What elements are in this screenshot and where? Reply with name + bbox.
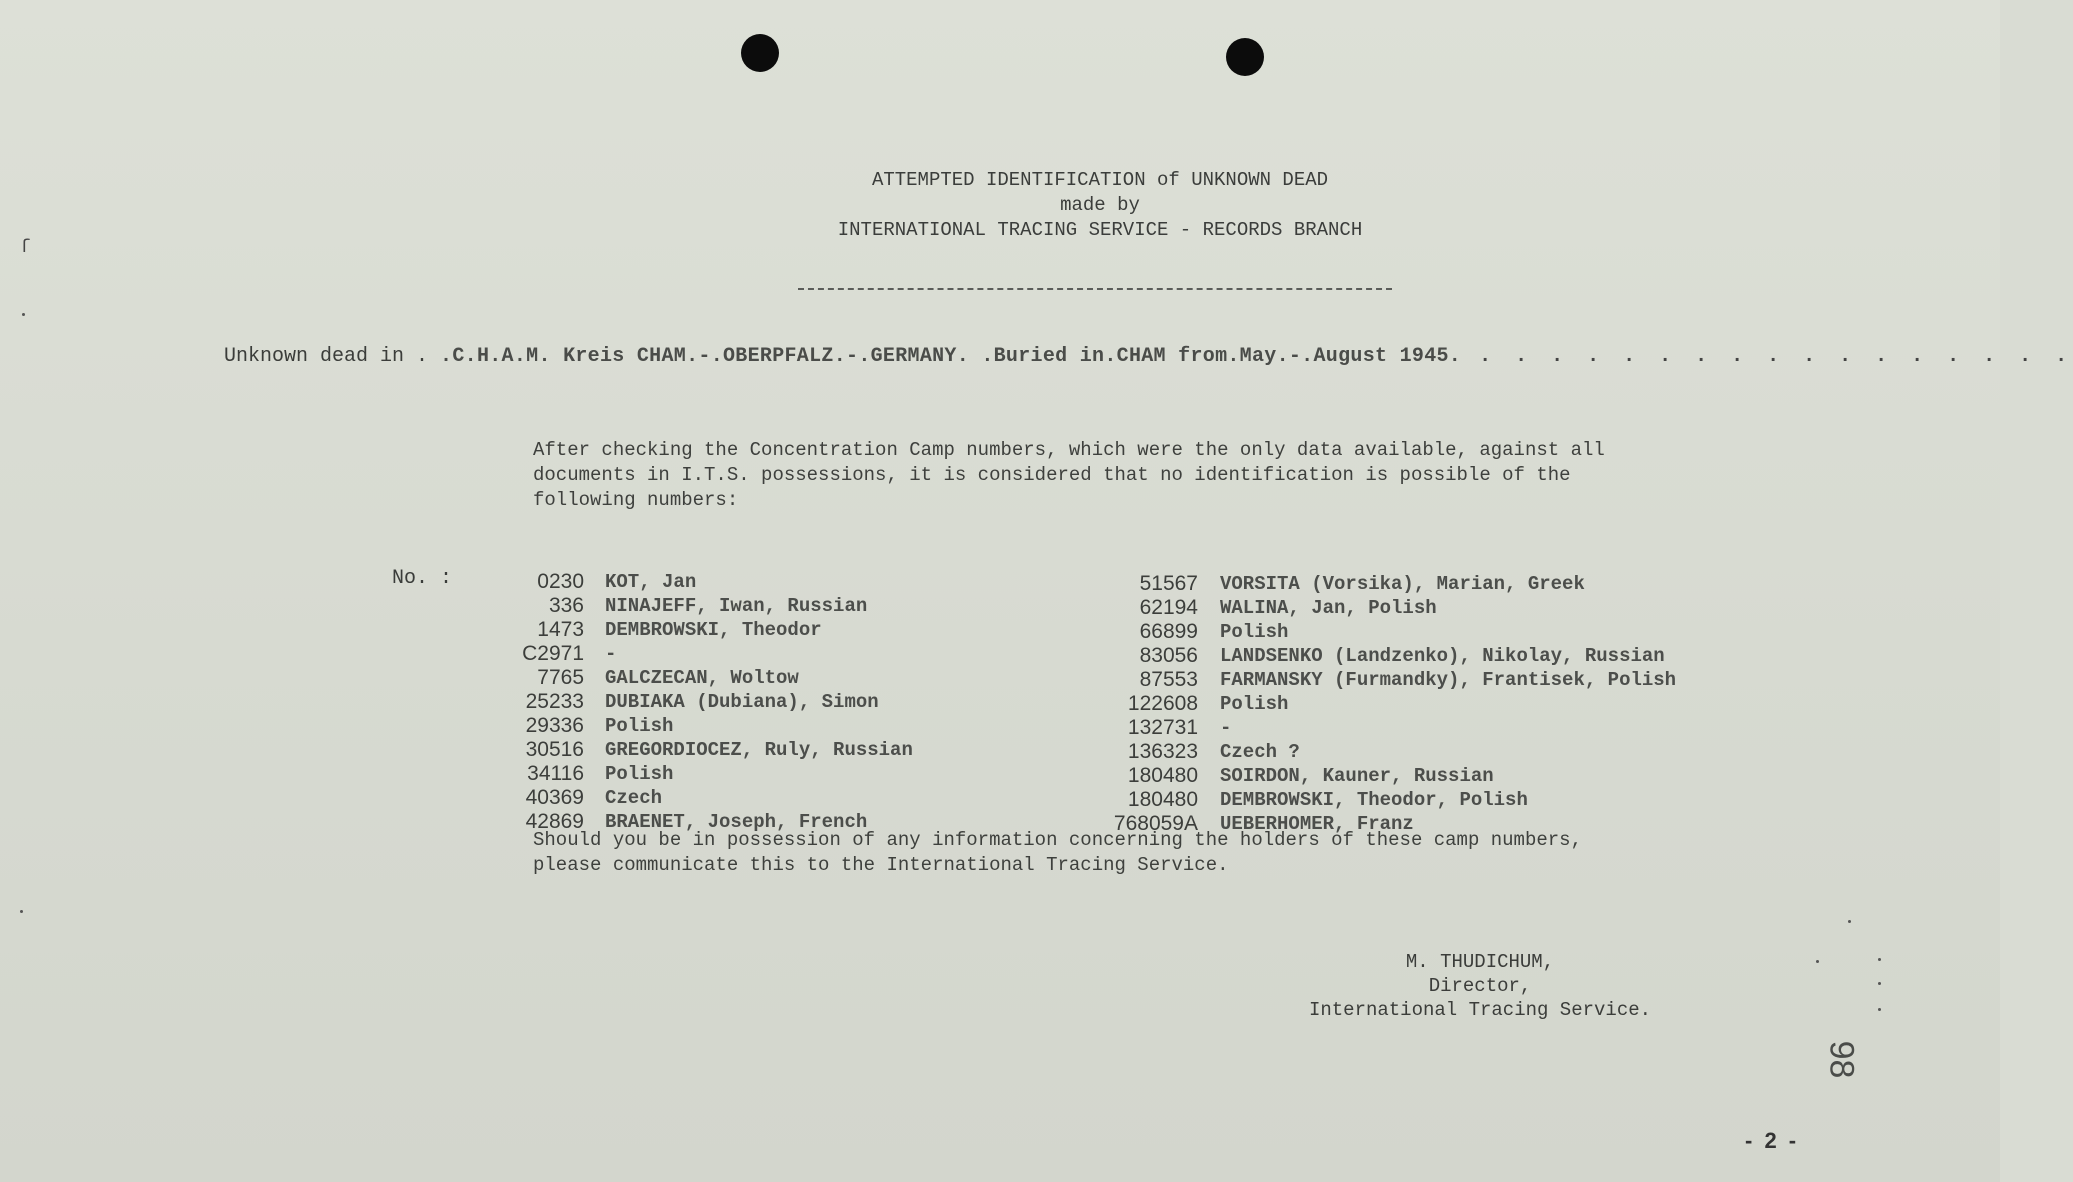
entry-name: NINAJEFF, Iwan, Russian — [605, 595, 868, 617]
signatory-name: M. THUDICHUM, — [1405, 951, 1555, 973]
entry-name: FARMANSKY (Furmandky), Frantisek, Polish — [1220, 669, 1677, 691]
camp-number: 40369 — [525, 786, 584, 809]
heading-made-by: made by — [1060, 194, 1140, 216]
entry-name: DEMBROWSKI, Theodor, Polish — [1220, 789, 1528, 811]
camp-number: 87553 — [1139, 668, 1198, 691]
unknown-dead-line — [224, 345, 2073, 368]
camp-number: 132731 — [1127, 716, 1198, 739]
entry-name: Polish — [605, 715, 674, 737]
signatory-title: Director, — [1428, 975, 1532, 997]
camp-number: 180480 — [1127, 764, 1198, 787]
camp-number: C2971 — [522, 642, 584, 665]
camp-number: 62194 — [1139, 596, 1198, 619]
camp-number: 25233 — [525, 690, 584, 713]
entry-name: GREGORDIOCEZ, Ruly, Russian — [605, 739, 913, 761]
closing-paragraph — [533, 828, 1763, 878]
signature-block — [1200, 950, 1760, 1022]
camp-number: 180480 — [1127, 788, 1198, 811]
margin-dot — [1878, 982, 1881, 985]
camp-number: 336 — [548, 594, 584, 617]
closing-line: Should you be in possession of any information concerning the holders of these camp numbers, — [533, 829, 1582, 851]
document-heading — [700, 168, 1500, 243]
entry-name: WALINA, Jan, Polish — [1220, 597, 1437, 619]
camp-number: 66899 — [1139, 620, 1198, 643]
entry-name: VORSITA (Vorsika), Marian, Greek — [1220, 573, 1585, 595]
margin-mark: ſ — [20, 238, 31, 258]
entry-name: Czech — [605, 787, 663, 809]
signatory-org: International Tracing Service. — [1308, 999, 1652, 1021]
entry-name: UEBERHOMER, Franz — [1220, 813, 1414, 835]
margin-dot — [22, 313, 25, 316]
entry-name: SOIRDON, Kauner, Russian — [1220, 765, 1494, 787]
camp-number: 51567 — [1139, 572, 1198, 595]
entry-name: - — [605, 643, 617, 665]
camp-number: 30516 — [525, 738, 584, 761]
margin-dot — [1848, 920, 1851, 923]
entry-name: DUBIAKA (Dubiana), Simon — [605, 691, 879, 713]
intro-line: following numbers: — [533, 489, 739, 511]
separator-rule — [798, 288, 1392, 290]
margin-dot — [1816, 960, 1819, 963]
entry-name: Polish — [1220, 693, 1289, 715]
no-label: No. : — [392, 567, 453, 590]
camp-number: 136323 — [1127, 740, 1198, 763]
punch-hole-right — [1226, 38, 1264, 76]
camp-number: 1473 — [537, 618, 584, 641]
entry-name: KOT, Jan — [605, 571, 697, 593]
entry-name: Czech ? — [1220, 741, 1300, 763]
closing-line: please communicate this to the International Tracing Service. — [533, 854, 1229, 876]
camp-number: 122608 — [1127, 692, 1198, 715]
burial-location: .C.H.A.M. Kreis CHAM.-.OBERPFALZ.-.GERMANY. .Buried in.CHAM from.May.-.August 1945. — [440, 345, 1462, 368]
heading-branch: INTERNATIONAL TRACING SERVICE - RECORDS BRANCH — [837, 219, 1363, 241]
entry-name: Polish — [1220, 621, 1289, 643]
heading-title: ATTEMPTED IDENTIFICATION of UNKNOWN DEAD — [871, 169, 1329, 191]
page-number: - 2 - — [1745, 1128, 1800, 1153]
entry-name: DEMBROWSKI, Theodor — [605, 619, 822, 641]
entry-name: GALCZECAN, Woltow — [605, 667, 799, 689]
camp-number: 0230 — [537, 570, 584, 593]
camp-number: 29336 — [525, 714, 584, 737]
camp-number: 768059A — [1113, 812, 1198, 835]
entry-name: LANDSENKO (Landzenko), Nikolay, Russian — [1220, 645, 1665, 667]
intro-line: After checking the Concentration Camp numbers, which were the only data available, against all — [533, 439, 1605, 461]
entry-name: BRAENET, Joseph, French — [605, 811, 868, 833]
camp-number: 42869 — [525, 810, 584, 833]
margin-dot — [20, 910, 23, 913]
unknown-prefix: Unknown dead in . — [224, 345, 441, 368]
entry-name: - — [1220, 717, 1232, 739]
intro-line: documents in I.T.S. possessions, it is considered that no identification is possible of the — [533, 464, 1571, 486]
archive-stamp-number: 98 — [1822, 1040, 1861, 1079]
camp-number: 7765 — [537, 666, 584, 689]
margin-dot — [1878, 958, 1881, 961]
entry-name: Polish — [605, 763, 674, 785]
dot-leader: . . . . . . . . . . . . . . . . . — [1461, 345, 2073, 368]
punch-hole-left — [741, 34, 779, 72]
margin-dot — [1878, 1008, 1881, 1011]
camp-number: 83056 — [1139, 644, 1198, 667]
camp-number: 34116 — [527, 762, 584, 785]
intro-paragraph — [533, 438, 1763, 513]
